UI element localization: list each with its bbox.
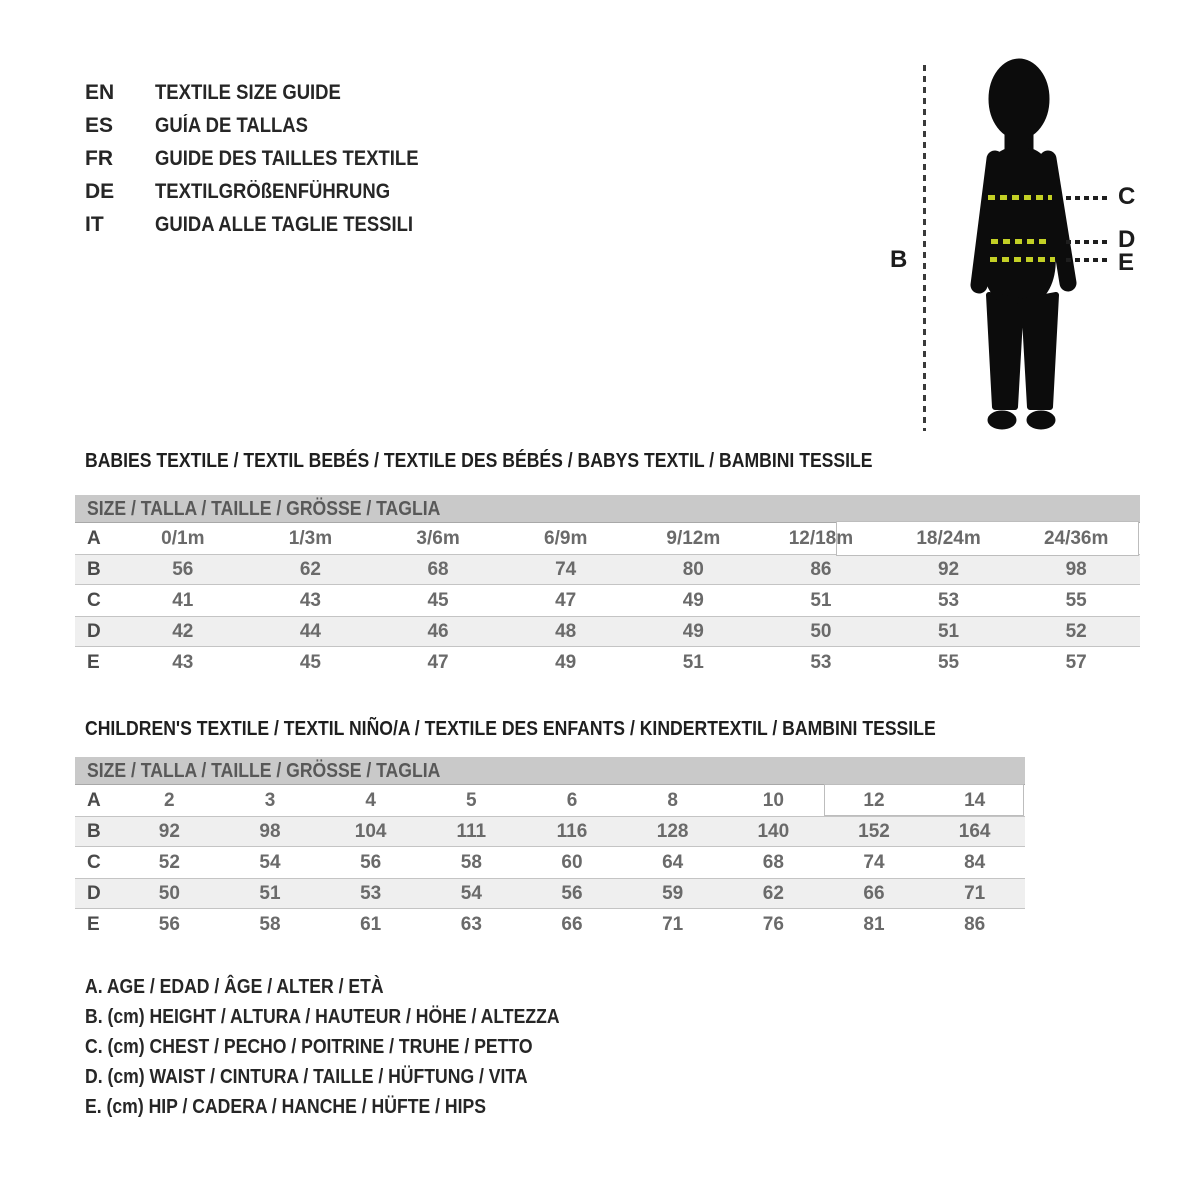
cell: 51: [259, 883, 281, 904]
cell: 12: [863, 790, 885, 811]
cell: 5: [466, 790, 477, 811]
language-code: EN: [85, 81, 115, 104]
cell: 68: [762, 852, 784, 873]
children-section-title-text: CHILDREN'S TEXTILE / TEXTIL NIÑO/A / TEXTILE DES ENFANTS / KINDERTEXTIL / BAMBINI TESSILE: [85, 718, 936, 740]
cell: 74: [555, 559, 577, 580]
cell: 68: [427, 559, 449, 580]
cell: 128: [656, 821, 689, 842]
waist-leader-line: [1066, 240, 1110, 244]
language-code: FR: [85, 147, 113, 170]
cell: 45: [299, 652, 321, 673]
table-row-chest: [75, 847, 1025, 878]
cell: 80: [682, 559, 704, 580]
cell: 81: [863, 914, 885, 935]
cell: 56: [172, 559, 194, 580]
babies-size-table: [75, 495, 1140, 678]
size-header-text: SIZE / TALLA / TAILLE / GRÖSSE / TAGLIA: [87, 498, 441, 520]
cell: 74: [863, 852, 885, 873]
row-label: D: [87, 621, 101, 642]
children-section-title: [85, 718, 1052, 741]
language-label: TEXTILGRÖßENFÜHRUNG: [155, 180, 391, 203]
babies-section-title: [85, 450, 980, 473]
table-row-waist: [75, 878, 1025, 909]
cell: 0/1m: [161, 528, 205, 549]
language-row-fr: [85, 142, 454, 175]
legend-line-hip: [85, 1092, 624, 1122]
chest-label: C: [1118, 183, 1136, 210]
language-code: IT: [85, 213, 104, 236]
language-row-es: [85, 109, 454, 142]
row-label: E: [87, 652, 100, 673]
cell: 3: [264, 790, 276, 811]
cell: 58: [259, 914, 281, 935]
hip-leader-line: [1066, 258, 1110, 262]
table-row-waist: [75, 616, 1140, 647]
cell: 41: [172, 590, 194, 611]
cell: 63: [460, 914, 482, 935]
language-label: GUIDA ALLE TAGLIE TESSILI: [155, 213, 414, 236]
measurement-legend: [85, 972, 624, 1122]
cell: 12/18m: [788, 528, 854, 549]
cell: 55: [937, 652, 960, 673]
cell: 64: [662, 852, 684, 873]
hip-label: E: [1118, 249, 1135, 276]
cell: 47: [555, 590, 577, 611]
chest-leader-line: [1066, 196, 1110, 200]
cell: 152: [858, 821, 890, 842]
cell: 140: [757, 821, 790, 842]
cell: 48: [555, 621, 577, 642]
cell: 50: [810, 621, 832, 642]
chest-measure-line: [988, 195, 1052, 200]
babies-section-title-text: BABIES TEXTILE / TEXTIL BEBÉS / TEXTILE DES BÉBÉS / BABYS TEXTIL / BAMBINI TESSILE: [85, 450, 873, 472]
cell: 56: [360, 852, 382, 873]
cell: 18/24m: [916, 528, 981, 549]
cell: 54: [259, 852, 281, 873]
cell: 52: [1065, 621, 1087, 642]
cell: 56: [561, 883, 583, 904]
row-label: C: [87, 590, 101, 611]
cell: 86: [810, 559, 832, 580]
hip-measure-line: [990, 257, 1055, 262]
cell: 55: [1065, 590, 1087, 611]
row-label: D: [87, 883, 101, 904]
cell: 52: [158, 852, 180, 873]
table-row-hip: [75, 909, 1025, 940]
legend-text: E. (cm) HIP / CADERA / HANCHE / HÜFTE / HIPS: [85, 1096, 486, 1118]
cell: 98: [259, 821, 281, 842]
cell: 43: [172, 652, 194, 673]
cell: 84: [964, 852, 986, 873]
row-label: B: [87, 821, 101, 842]
table-row-hip: [75, 647, 1140, 678]
waist-measure-line: [991, 239, 1051, 244]
cell: 14: [964, 790, 986, 811]
cell: 42: [172, 621, 194, 642]
cell: 9/12m: [666, 528, 721, 549]
language-list: [85, 76, 454, 241]
cell: 49: [555, 652, 577, 673]
children-size-table: [75, 757, 1025, 940]
language-row-en: [85, 76, 454, 109]
table-row-age: [75, 785, 1025, 816]
cell: 53: [937, 590, 960, 611]
cell: 86: [964, 914, 986, 935]
cell: 71: [964, 883, 986, 904]
legend-line-chest: [85, 1032, 624, 1062]
cell: 2: [164, 790, 175, 811]
size-header-text: SIZE / TALLA / TAILLE / GRÖSSE / TAGLIA: [87, 760, 441, 782]
cell: 62: [299, 559, 321, 580]
language-label: GUÍA DE TALLAS: [155, 114, 308, 137]
height-dashed-line: [923, 65, 926, 431]
legend-line-age: [85, 972, 624, 1002]
height-label: B: [890, 246, 908, 273]
cell: 6: [566, 790, 578, 811]
row-label: E: [87, 914, 100, 935]
cell: 62: [762, 883, 784, 904]
cell: 49: [682, 590, 704, 611]
cell: 6/9m: [544, 528, 588, 549]
table-row-height: [75, 816, 1025, 847]
cell: 3/6m: [416, 528, 460, 549]
cell: 92: [937, 559, 960, 580]
legend-text: B. (cm) HEIGHT / ALTURA / HAUTEUR / HÖHE / ALTEZZA: [85, 1006, 560, 1028]
cell: 50: [158, 883, 180, 904]
language-code: DE: [85, 180, 115, 203]
cell: 53: [360, 883, 382, 904]
cell: 51: [682, 652, 704, 673]
cell: 116: [556, 821, 588, 842]
legend-text: A. AGE / EDAD / ÂGE / ALTER / ETÀ: [85, 976, 384, 998]
cell: 54: [460, 883, 482, 904]
cell: 44: [299, 621, 321, 642]
cell: 10: [762, 790, 784, 811]
row-label: A: [87, 528, 101, 549]
language-row-it: [85, 208, 454, 241]
cell: 66: [561, 914, 583, 935]
cell: 61: [360, 914, 382, 935]
cell: 46: [427, 621, 449, 642]
table-row-age: [75, 523, 1140, 554]
cell: 104: [354, 821, 387, 842]
cell: 92: [158, 821, 180, 842]
legend-line-height: [85, 1002, 624, 1032]
babies-table-header-bar: [75, 495, 1140, 523]
cell: 47: [427, 652, 449, 673]
cell: 58: [460, 852, 482, 873]
cell: 98: [1065, 559, 1087, 580]
child-silhouette-icon: [955, 55, 1110, 435]
cell: 53: [810, 652, 832, 673]
cell: 43: [299, 590, 321, 611]
children-table-header-bar: [75, 757, 1025, 785]
cell: 56: [158, 914, 180, 935]
row-label: C: [87, 852, 101, 873]
row-label: A: [87, 790, 101, 811]
language-label: TEXTILE SIZE GUIDE: [155, 81, 341, 104]
legend-line-waist: [85, 1062, 624, 1092]
cell: 111: [456, 821, 487, 842]
waist-label: D: [1118, 226, 1136, 253]
cell: 45: [427, 590, 449, 611]
cell: 71: [662, 914, 684, 935]
language-label: GUIDE DES TAILLES TEXTILE: [155, 147, 419, 170]
cell: 76: [762, 914, 784, 935]
cell: 60: [561, 852, 583, 873]
cell: 164: [958, 821, 991, 842]
cell: 8: [667, 790, 678, 811]
cell: 1/3m: [288, 528, 333, 549]
cell: 51: [810, 590, 832, 611]
cell: 66: [863, 883, 885, 904]
cell: 59: [662, 883, 684, 904]
cell: 51: [937, 621, 960, 642]
cell: 24/36m: [1043, 528, 1109, 549]
row-label: B: [87, 559, 101, 580]
legend-text: D. (cm) WAIST / CINTURA / TAILLE / HÜFTUNG / VITA: [85, 1066, 528, 1088]
legend-text: C. (cm) CHEST / PECHO / POITRINE / TRUHE / PETTO: [85, 1036, 533, 1058]
table-row-chest: [75, 585, 1140, 616]
language-row-de: [85, 175, 454, 208]
table-row-height: [75, 554, 1140, 585]
cell: 57: [1065, 652, 1087, 673]
cell: 49: [682, 621, 704, 642]
cell: 4: [365, 790, 376, 811]
language-code: ES: [85, 114, 114, 137]
